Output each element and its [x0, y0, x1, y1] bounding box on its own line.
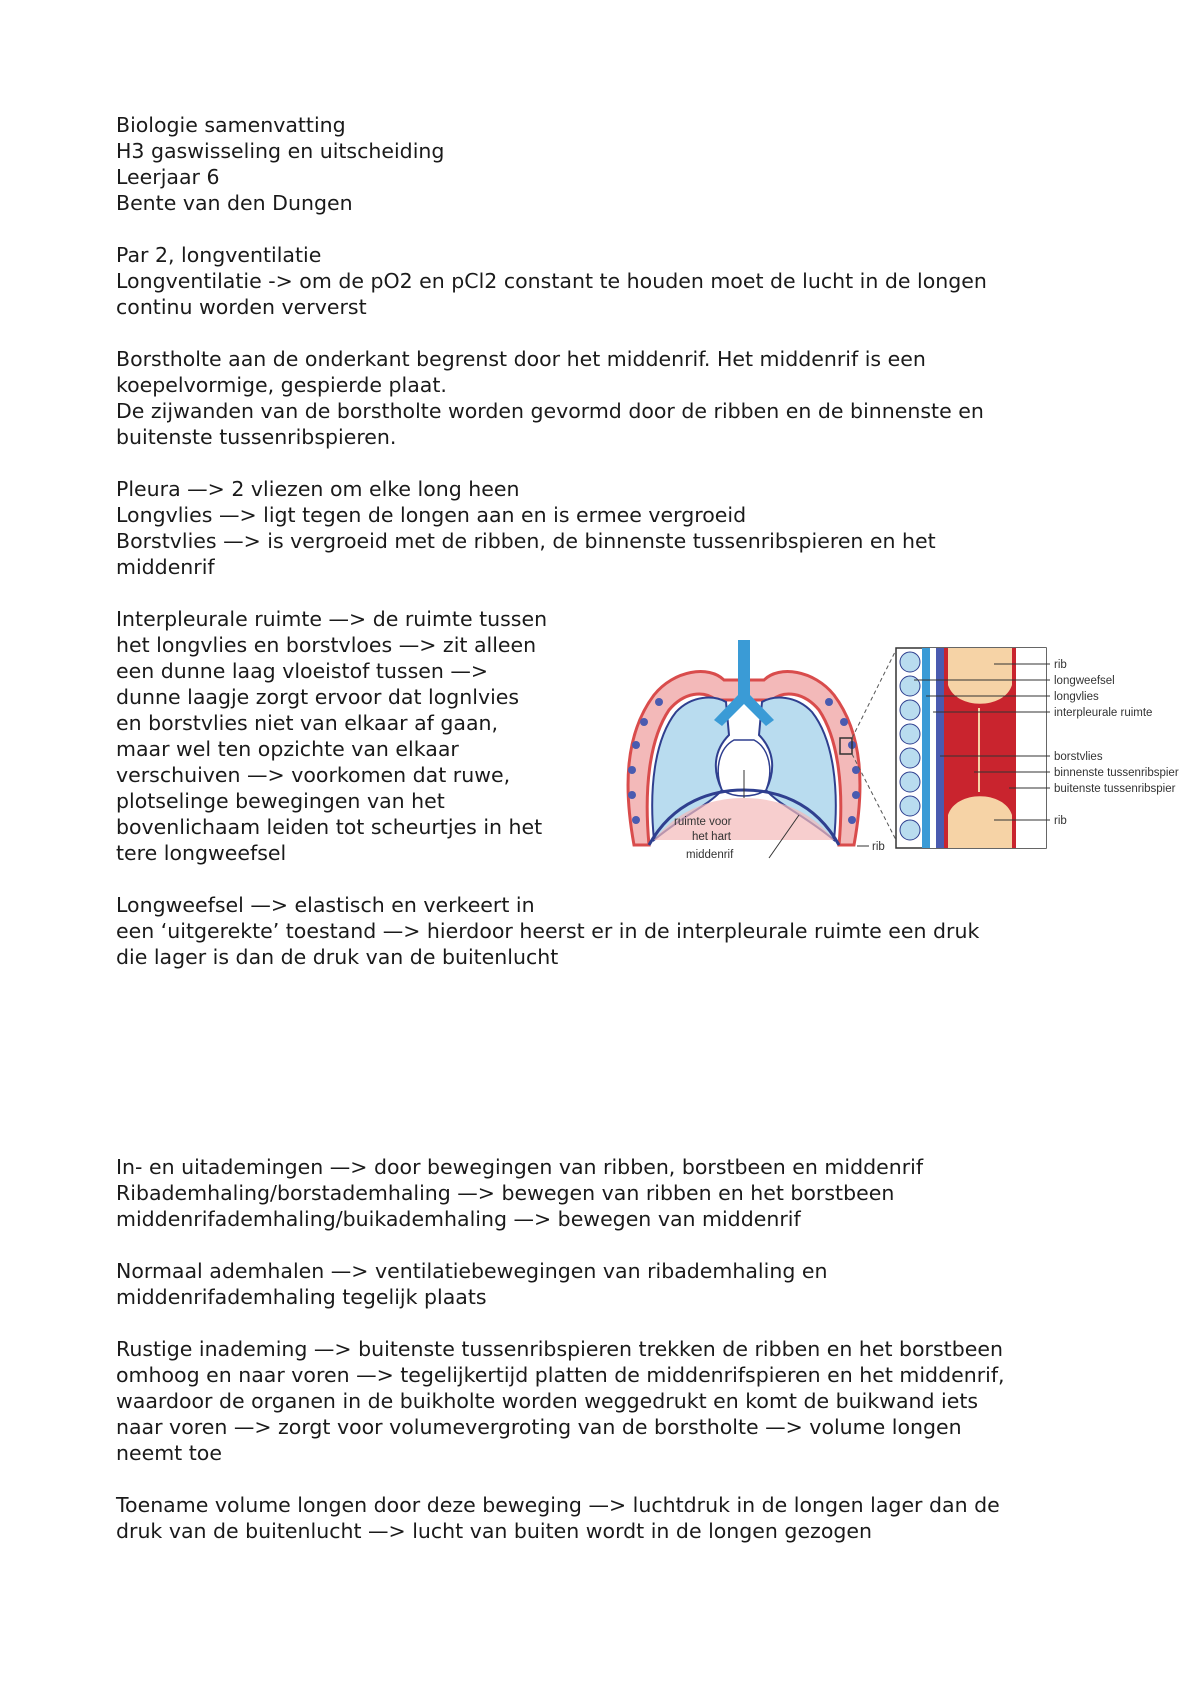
text-line: Longweefsel —> elastisch en verkeert in: [116, 893, 535, 917]
text-line: Normaal ademhalen —> ventilatiebewegingen van ribademhaling en: [116, 1259, 828, 1283]
text-line: tere longweefsel: [116, 841, 287, 865]
text-line: omhoog en naar voren —> tegelijkertijd platten de middenrifspieren en het middenrif,: [116, 1363, 1005, 1387]
label-binnenste-tussenribspier: binnenste tussenribspier: [1054, 767, 1179, 779]
label-rib-2: rib: [1054, 815, 1067, 827]
text-line: een dunne laag vloeistof tussen —>: [116, 659, 489, 683]
text-line: koepelvormige, gespierde plaat.: [116, 373, 447, 397]
text-line: die lager is dan de druk van de buitenlucht: [116, 945, 559, 969]
label-longweefsel: longweefsel: [1054, 675, 1115, 687]
text-line: naar voren —> zorgt voor volumevergroting van de borstholte —> volume longen: [116, 1415, 962, 1439]
text-line: verschuiven —> voorkomen dat ruwe,: [116, 763, 511, 787]
text-line: en borstvlies niet van elkaar af gaan,: [116, 711, 499, 735]
text-line: bovenlichaam leiden tot scheurtjes in het: [116, 815, 543, 839]
text-line: In- en uitademingen —> door bewegingen van ribben, borstbeen en middenrif: [116, 1155, 924, 1179]
text-line: Interpleurale ruimte —> de ruimte tussen: [116, 607, 548, 631]
doc-title: Biologie samenvatting: [116, 113, 346, 137]
text-line: een ‘uitgerekte’ toestand —> hierdoor heerst er in de interpleurale ruimte een druk: [116, 919, 980, 943]
text-line: neemt toe: [116, 1441, 222, 1465]
text-line: dunne laagje zorgt ervoor dat lognlvies: [116, 685, 520, 709]
text-line: Longventilatie -> om de pO2 en pCl2 constant te houden moet de lucht in de longen: [116, 269, 987, 293]
paragraph-longventilatie: [116, 242, 987, 320]
paragraph-longweefsel: [116, 892, 979, 970]
label-rib-bottom: rib: [872, 841, 885, 853]
section-heading: Par 2, longventilatie: [116, 243, 322, 267]
label-longvlies: longvlies: [1054, 691, 1099, 703]
text-line: De zijwanden van de borstholte worden gevormd door de ribben en de binnenste en: [116, 399, 984, 423]
paragraph-rustige-inademing: [116, 1336, 1005, 1466]
text-line: Borstvlies —> is vergroeid met de ribben, de binnenste tussenribspieren en het: [116, 529, 936, 553]
label-ruimte-voor: ruimte voor: [674, 816, 732, 828]
text-line: Rustige inademing —> buitenste tussenribspieren trekken de ribben en het borstbeen: [116, 1337, 1003, 1361]
paragraph-borstholte: [116, 346, 984, 450]
text-line: middenrifademhaling tegelijk plaats: [116, 1285, 487, 1309]
rib-bottom: [948, 796, 1012, 848]
text-line: plotselinge bewegingen van het: [116, 789, 445, 813]
paragraph-pleura: [116, 476, 936, 580]
text-line: middenrif: [116, 555, 215, 579]
doc-year: Leerjaar 6: [116, 165, 220, 189]
label-middenrif: middenrif: [686, 849, 734, 861]
text-line: middenrifademhaling/buikademhaling —> bewegen van middenrif: [116, 1207, 801, 1231]
text-line: maar wel ten opzichte van elkaar: [116, 737, 459, 761]
text-line: druk van de buitenlucht —> lucht van buiten wordt in de longen gezogen: [116, 1519, 872, 1543]
text-line: Ribademhaling/borstademhaling —> bewegen van ribben en het borstbeen: [116, 1181, 895, 1205]
paragraph-ademhaling: [116, 1154, 923, 1232]
doc-chapter: H3 gaswisseling en uitscheiding: [116, 139, 445, 163]
text-line: Toename volume longen door deze beweging —> luchtdruk in de longen lager dan de: [116, 1493, 1000, 1517]
doc-author: Bente van den Dungen: [116, 191, 353, 215]
thorax-diagram: [628, 640, 896, 861]
label-interpleurale-ruimte: interpleurale ruimte: [1054, 707, 1153, 719]
text-line: Pleura —> 2 vliezen om elke long heen: [116, 477, 520, 501]
rib-top: [948, 648, 1012, 704]
label-rib: rib: [1054, 659, 1067, 671]
paragraph-normaal-ademhalen: [116, 1258, 827, 1310]
label-buitenste-tussenribspier: buitenste tussenribspier: [1054, 783, 1176, 795]
pleura-detail: [896, 648, 1179, 848]
text-line: waardoor de organen in de buikholte worden weggedrukt en komt de buikwand iets: [116, 1389, 979, 1413]
text-line: het longvlies en borstvloes —> zit alleen: [116, 633, 537, 657]
text-line: buitenste tussenribspieren.: [116, 425, 397, 449]
text-line: continu worden ververst: [116, 295, 367, 319]
text-line: Borstholte aan de onderkant begrenst door het middenrif. Het middenrif is een: [116, 347, 926, 371]
paragraph-interpleurale-ruimte: [116, 606, 547, 866]
label-borstvlies: borstvlies: [1054, 751, 1103, 763]
document-header: [116, 112, 444, 216]
label-het-hart: het hart: [692, 831, 731, 843]
paragraph-toename-volume: [116, 1492, 1000, 1544]
lung-pleura-illustration: [614, 640, 1200, 880]
text-line: Longvlies —> ligt tegen de longen aan en is ermee vergroeid: [116, 503, 747, 527]
